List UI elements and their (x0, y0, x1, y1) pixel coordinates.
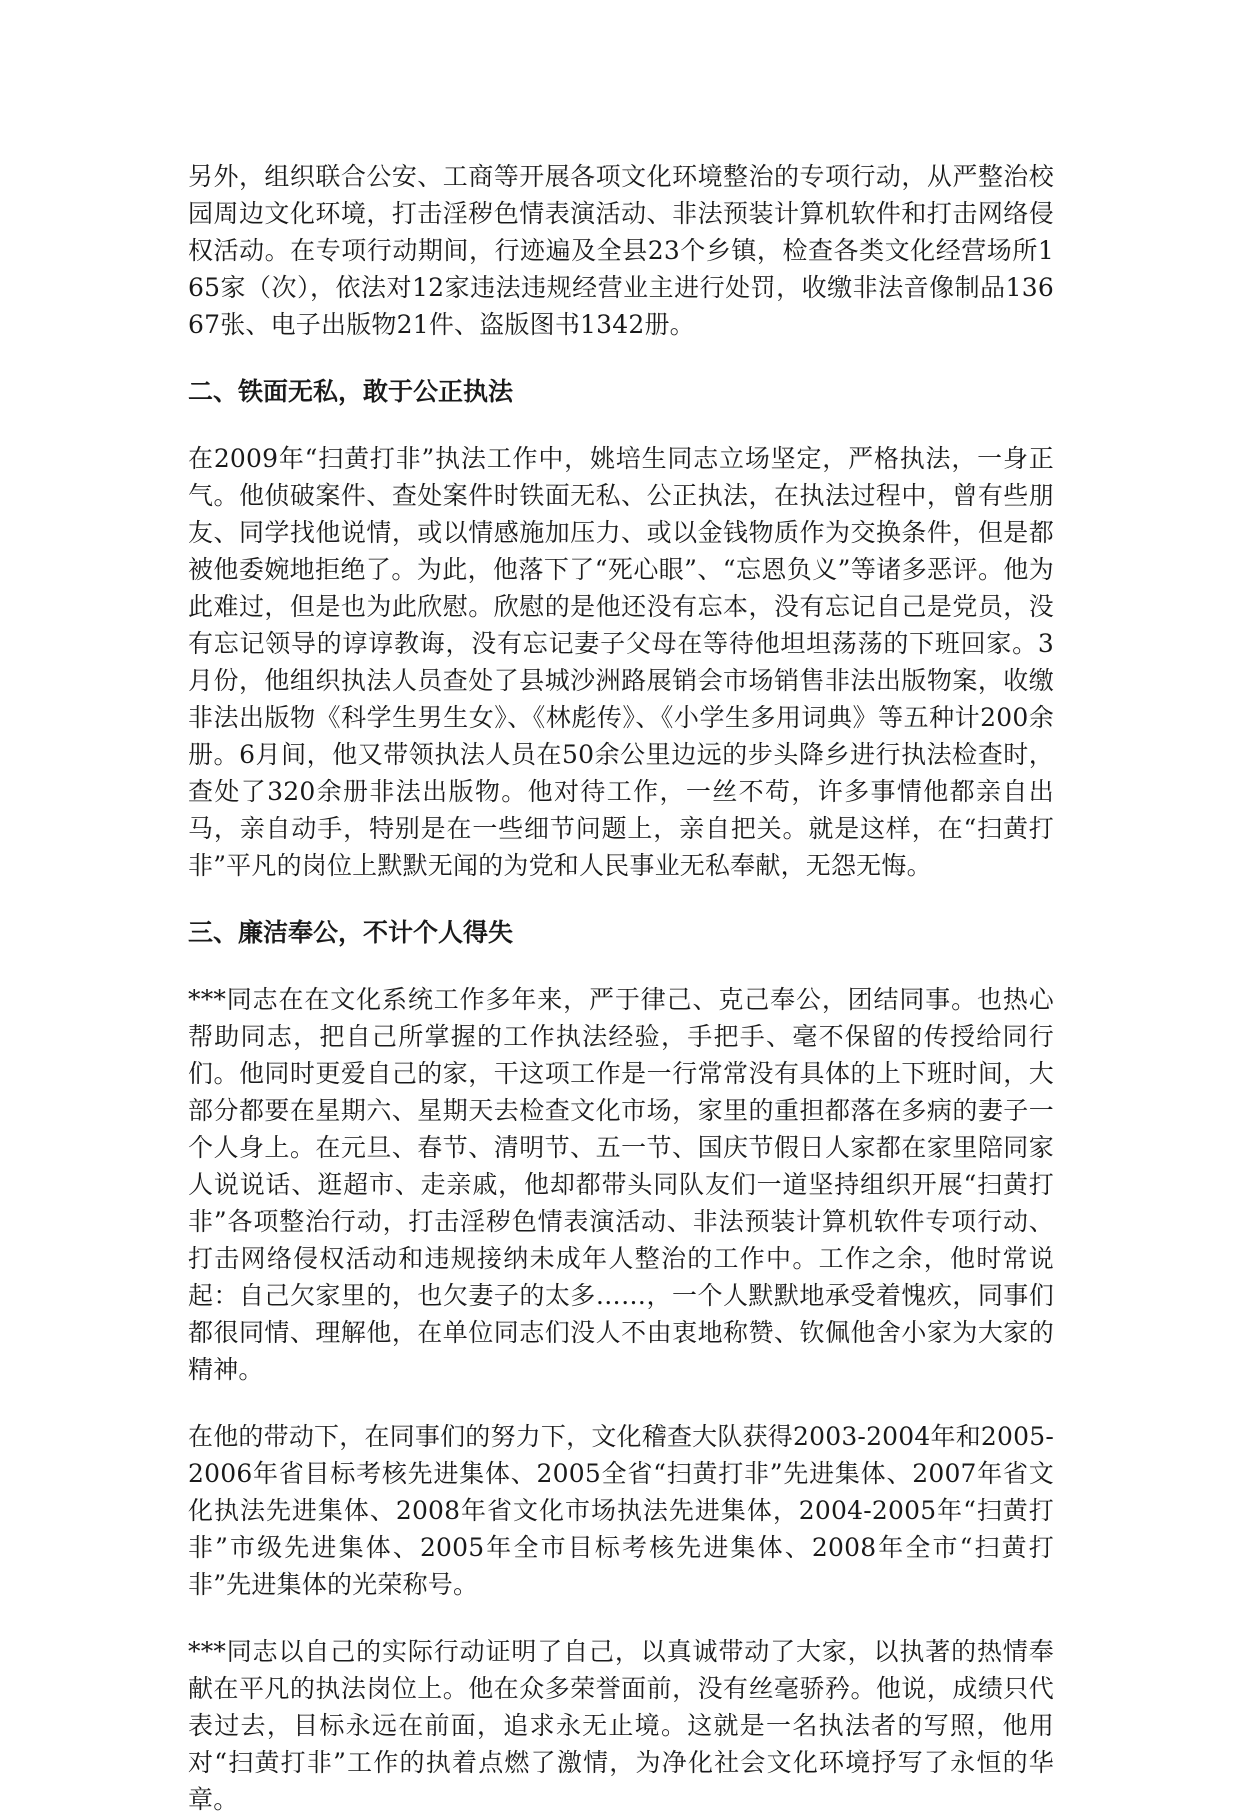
paragraph-special-actions: 另外，组织联合公安、工商等开展各项文化环境整治的专项行动，从严整治校园周边文化环境，打击淫秽色情表演活动、非法预装计算机软件和打击网络侵权活动。在专项行动期间，行迹遍及全县23个乡镇，检查各类文化经营场所165家（次），依法对12家违法违规经营业主进行处罚，收缴非法音像制品13667张、电子出版物21件、盗版图书1342册。 (188, 162, 1054, 339)
paragraph-impartial-enforcement: 在2009年“扫黄打非”执法工作中，姚培生同志立场坚定，严格执法，一身正气。他侦破案件、查处案件时铁面无私、公正执法，在执法过程中，曾有些朋友、同学找他说情，或以情感施加压力、或以金钱物质作为交换条件，但是都被他委婉地拒绝了。为此，他落下了“死心眼”、“忘恩负义”等诸多恶评。他为此难过，但是也为此欣慰。欣慰的是他还没有忘本，没有忘记自己是党员，没有忘记领导的谆谆教诲，没有忘记妻子父母在等待他坦坦荡荡的下班回家。3月份，他组织执法人员查处了县城沙洲路展销会市场销售非法出版物案，收缴非法出版物《科学生男生女》、《林彪传》、《小学生多用词典》等五种计200余册。6月间，他又带领执法人员在50余公里边远的步头降乡进行执法检查时，查处了320余册非法出版物。他对待工作，一丝不苟，许多事情他都亲自出马，亲自动手，特别是在一些细节问题上，亲自把关。就是这样，在“扫黄打非”平凡的岗位上默默无闻的为党和人民事业无私奉献，无怨无悔。 (188, 444, 1054, 880)
paragraph-conclusion: ***同志以自己的实际行动证明了自己，以真诚带动了大家，以执著的热情奉献在平凡的执法岗位上。他在众多荣誉面前，没有丝毫骄矜。他说，成绩只代表过去，目标永远在前面，追求永无止境。这就是一名执法者的写照，他用对“扫黄打非”工作的执着点燃了激情，为净化社会文化环境抒写了永恒的华章。 (188, 1637, 1054, 1814)
document-page (188, 158, 1054, 1818)
paragraph-honors: 在他的带动下，在同事们的努力下，文化稽查大队获得2003-2004年和2005-2006年省目标考核先进集体、2005全省“扫黄打非”先进集体、2007年省文化执法先进集体、2008年省文化市场执法先进集体，2004-2005年“扫黄打非”市级先进集体、2005年全市目标考核先进集体、2008年全市“扫黄打非”先进集体的光荣称号。 (188, 1422, 1054, 1599)
section-heading-2: 二、铁面无私，敢于公正执法 (188, 377, 514, 406)
paragraph-integrity: ***同志在在文化系统工作多年来，严于律己、克己奉公，团结同事。也热心帮助同志，把自己所掌握的工作执法经验，手把手、毫不保留的传授给同行们。他同时更爱自己的家，干这项工作是一行常常没有具体的上下班时间，大部分都要在星期六、星期天去检查文化市场，家里的重担都落在多病的妻子一个人身上。在元旦、春节、清明节、五一节、国庆节假日人家都在家里陪同家人说说话、逛超市、走亲戚，他却都带头同队友们一道坚持组织开展“扫黄打非”各项整治行动，打击淫秽色情表演活动、非法预装计算机软件专项行动、打击网络侵权活动和违规接纳未成年人整治的工作中。工作之余，他时常说起：自己欠家里的，也欠妻子的太多……，一个人默默地承受着愧疚，同事们都很同情、理解他，在单位同志们没人不由衷地称赞、钦佩他舍小家为大家的精神。 (188, 985, 1054, 1384)
section-heading-3: 三、廉洁奉公，不计个人得失 (188, 918, 514, 947)
